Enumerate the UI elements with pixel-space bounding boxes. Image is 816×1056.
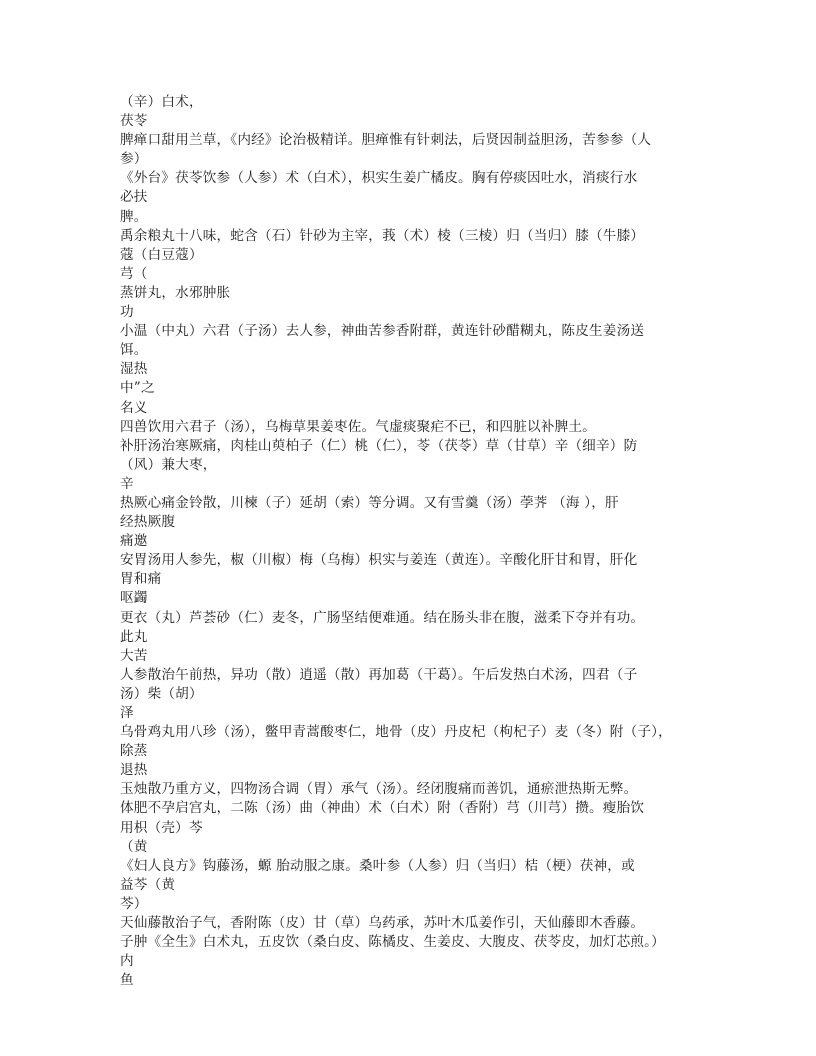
text-line: 蒸饼丸，水邪肿胀 (120, 284, 231, 301)
text-line: 蔻（白豆蔻） (120, 246, 203, 263)
text-line: 芩） (120, 895, 148, 912)
text-line: 呕蠲 (120, 590, 148, 607)
text-line: 湿热 (120, 361, 148, 378)
text-line: 天仙藤散治子气，香附陈（皮）甘（草）乌药承，苏叶木瓜姜作引，天仙藤即木香藤。 (120, 915, 645, 932)
text-line: 鱼 (120, 972, 134, 989)
text-line: 体肥不孕启宫丸，二陈（汤）曲（神曲）术（白术）附（香附）芎（川芎）攒。瘦胎饮 (120, 800, 645, 817)
text-line: （黄 (120, 838, 148, 855)
text-line: 汤）柴（胡） (120, 685, 203, 702)
text-line: 此丸 (120, 628, 148, 645)
text-line: 痛邀 (120, 533, 148, 550)
text-line: 脾瘅口甜用兰草，《内经》论治极精详。胆瘅惟有针刺法，后贤因制益胆汤，苦参参（人 (120, 132, 652, 149)
text-line: （辛）白术， (120, 94, 203, 110)
text-line: 名义 (120, 399, 148, 416)
text-line: 除蒸 (120, 743, 148, 760)
text-line: 玉烛散乃重方义，四物汤合调（胃）承气（汤）。经闭腹痛而善饥，通瘀泄热斯无弊。 (120, 781, 638, 798)
text-line: 补肝汤治寒厥痛，肉桂山萸柏子（仁）桃（仁），苓（茯苓）草（甘草）辛（细辛）防 (120, 437, 638, 454)
text-line: 退热 (120, 762, 148, 779)
text-line: 用枳（壳）芩 (120, 819, 203, 836)
text-line: 辛 (120, 475, 134, 492)
text-line: 芎（ (120, 265, 148, 282)
text-line: 四兽饮用六君子（汤），乌梅草果姜枣佐。气虚痰聚疟不已，和四脏以补脾土。 (120, 418, 596, 435)
text-line: 中”之 (120, 380, 155, 397)
text-line: 经热厥腹 (120, 514, 176, 531)
text-line: 《外台》茯苓饮参（人参）术（白术），枳实生姜广橘皮。胸有停痰因吐水，消痰行水 (120, 170, 638, 187)
text-line: 小温（中丸）六君（子汤）去人参，神曲苦参香附群，黄连针砂醋糊丸，陈皮生姜汤送 (120, 323, 645, 340)
text-line: 禹余粮丸十八味，蛇含（石）针砂为主宰，莪（术）棱（三棱）归（当归）膝（牛膝） (120, 227, 645, 244)
text-line: 必扶 (120, 189, 148, 206)
text-line: 益芩（黄 (120, 876, 176, 893)
text-line: 泽 (120, 705, 134, 721)
text-line: 参） (120, 151, 148, 168)
text-line: （风）兼大枣， (120, 456, 217, 473)
text-line: 《妇人良方》钩藤汤，螈 胎动服之康。桑叶参（人参）归（当归）桔（梗）茯神，或 (120, 857, 635, 874)
text-line: 子肿《全生》白术丸，五皮饮（桑白皮、陈橘皮、生姜皮、大腹皮、茯苓皮，加灯芯煎。） (120, 934, 665, 951)
document-body-text (120, 93, 680, 990)
text-line: 茯苓 (120, 113, 148, 130)
text-line: 功 (120, 304, 134, 321)
text-line: 饵。 (120, 342, 148, 359)
text-line: 热厥心痛金铃散，川楝（子）延胡（索）等分调。又有雪羹（汤）荸荠 （海 ），肝 (120, 494, 619, 511)
text-line: 大苦 (120, 647, 148, 664)
text-line: 乌骨鸡丸用八珍（汤），鳖甲青蒿酸枣仁，地骨（皮）丹皮杞（枸杞子）麦（冬）附（子）， (120, 724, 672, 741)
text-line: 更衣（丸）芦荟砂（仁）麦冬，广肠坚结便难通。结在肠头非在腹，滋柔下夺并有功。 (120, 609, 645, 626)
text-line: 内 (120, 953, 134, 970)
text-line: 安胃汤用人参先，椒（川椒）梅（乌梅）枳实与姜连（黄连）。辛酸化肝甘和胃，肝化 (120, 552, 638, 569)
text-line: 人参散治午前热，异功（散）逍遥（散）再加葛（干葛）。午后发热白术汤，四君（子 (120, 666, 638, 683)
text-line: 脾。 (120, 208, 148, 225)
text-line: 胃和痛 (120, 571, 162, 588)
